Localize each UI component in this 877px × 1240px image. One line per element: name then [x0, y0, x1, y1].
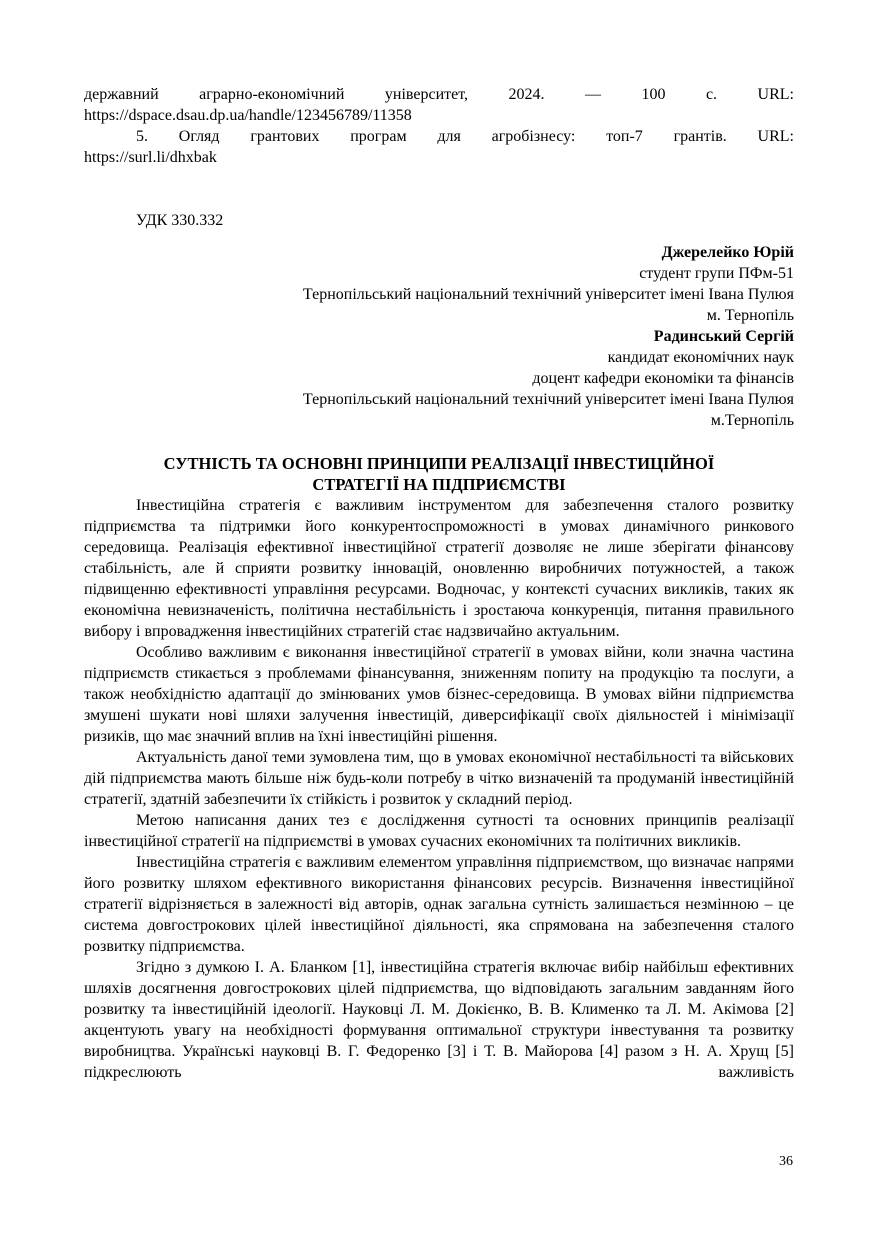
reference-4-url: https://dspace.dsau.dp.ua/handle/123456789/11358	[84, 107, 412, 124]
page-content	[84, 84, 794, 1083]
udc-code: УДК 330.332	[136, 212, 224, 229]
article-body	[84, 495, 794, 1083]
reference-5-url: https://surl.li/dhxbak	[84, 149, 217, 166]
author-info-line: кандидат економічних наук	[607, 349, 794, 366]
authors-block	[84, 242, 794, 431]
title-line: СТРАТЕГІЇ НА ПІДПРИЄМСТВІ	[312, 475, 566, 494]
author-info-line: м. Тернопіль	[706, 307, 794, 324]
author-info-line: Тернопільський національний технічний університет імені Івана Пулюя	[302, 286, 794, 303]
body-paragraph: Інвестиційна стратегія є важливим інструментом для забезпечення сталого розвитку підприємства та підтримки його конкурентоспроможності в умовах динамічного ринкового середовища. Реалізація ефективної інвестиційної стратегії дозволяє не лише зберігати фінансову стабільність, але й сприяти розвитку інновацій, оновленню виробничих потужностей, а також підвищенню ефективності управління ресурсами. Водночас, у контексті сучасних викликів, таких як економічна невизначеність, політична нестабільність і зростаюча конкуренція, питання правильного вибору і впровадження інвестиційних стратегій стає надзвичайно актуальним.	[84, 497, 794, 640]
body-paragraph: Особливо важливим є виконання інвестиційної стратегії в умовах війни, коли значна частина підприємств стикається з проблемами фінансування, зниженням попиту на продукцію та послуги, а також необхідністю адаптації до змінюваних умов бізнес-середовища. В умовах війни підприємства змушені шукати нові шляхи залучення інвестицій, диверсифікації своїх діяльностей і мінімізації ризиків, що має значний вплив на їхні інвестиційні рішення.	[84, 644, 794, 745]
body-paragraph: Актуальність даної теми зумовлена тим, що в умовах економічної нестабільності та військових дій підприємства мають більше ніж будь-коли потребу в чітко визначеній та продуманій інвестиційній стратегії, здатній забезпечити їх стійкість і розвиток у складний період.	[84, 749, 794, 808]
title-line: СУТНІСТЬ ТА ОСНОВНІ ПРИНЦИПИ РЕАЛІЗАЦІЇ ІНВЕСТИЦІЙНОЇ	[163, 454, 715, 473]
author-info-line: доцент кафедри економіки та фінансів	[532, 370, 794, 387]
reference-list	[84, 84, 794, 168]
article-title	[84, 453, 794, 495]
reference-4-line-1: державний аграрно-економічний університет, 2024. — 100 с. URL:	[84, 86, 794, 103]
page-number: 36	[779, 1154, 793, 1169]
author-name: Радинський Сергій	[653, 328, 794, 345]
body-paragraph: Метою написання даних тез є дослідження сутності та основних принципів реалізації інвестиційної стратегії на підприємстві в умовах сучасних економічних та політичних викликів.	[84, 812, 794, 850]
body-paragraph: Згідно з думкою І. А. Бланком [1], інвестиційна стратегія включає вибір найбільш ефективних шляхів досягнення довгострокових цілей підприємства, що відповідають загальним завданням його розвитку та інвестиційній ідеології. Науковці Л. М. Докієнко, В. В. Клименко та Л. М. Акімова [2] акцентують увагу на необхідності формування оптимальної структури інвестування та розвитку виробництва. Українські науковці В. Г. Федоренко [3] і Т. В. Майорова [4] разом з Н. А. Хрущ [5] підкреслюють важливість	[84, 959, 794, 1081]
author-name: Джерелейко Юрій	[661, 244, 794, 261]
reference-5-line-1: 5. Огляд грантових програм для агробізнесу: топ-7 грантів. URL:	[136, 128, 794, 145]
body-paragraph: Інвестиційна стратегія є важливим елементом управління підприємством, що визначає напрями його розвитку шляхом ефективного використання фінансових ресурсів. Визначення інвестиційної стратегії відрізняється в залежності від авторів, однак загальна сутність залишається незмінною – це система довгострокових цілей інвестиційної діяльності, яка спрямована на забезпечення сталого розвитку підприємства.	[84, 854, 794, 955]
author-info-line: м.Тернопіль	[710, 412, 794, 429]
author-info-line: Тернопільський національний технічний університет імені Івана Пулюя	[302, 391, 794, 408]
author-info-line: студент групи ПФм-51	[639, 265, 794, 282]
